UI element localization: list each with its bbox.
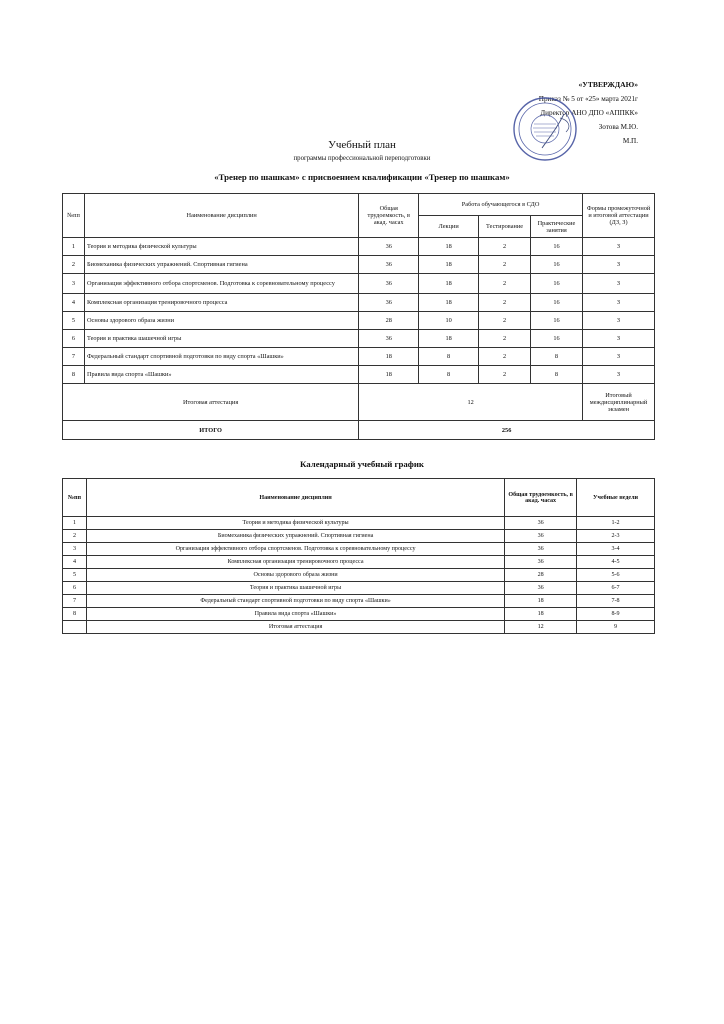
plan-total-label: ИТОГО xyxy=(63,421,359,440)
schedule-cell-total: 36 xyxy=(505,530,577,543)
plan-cell-total: 36 xyxy=(359,256,419,274)
schedule-cell-name: Комплексная организация тренировочного процесса xyxy=(86,556,504,569)
schedule-row xyxy=(63,608,655,621)
plan-header-testing: Тестирование xyxy=(479,216,531,238)
plan-cell-practice: 16 xyxy=(531,238,583,256)
plan-cell-lectures: 18 xyxy=(419,256,479,274)
plan-cell-lectures: 8 xyxy=(419,348,479,366)
plan-cell-name: Комплексная организация тренировочного процесса xyxy=(84,294,358,312)
plan-row xyxy=(63,274,655,294)
plan-cell-total: 36 xyxy=(359,274,419,294)
plan-cell-practice: 16 xyxy=(531,330,583,348)
schedule-table xyxy=(62,478,655,634)
plan-cell-practice: 16 xyxy=(531,294,583,312)
plan-cell-form: З xyxy=(582,256,654,274)
schedule-row xyxy=(63,595,655,608)
schedule-cell-num: 8 xyxy=(63,608,87,621)
schedule-cell-name: Теория и методика физической культуры xyxy=(86,517,504,530)
plan-cell-total: 28 xyxy=(359,312,419,330)
plan-header-total: Общая трудоемкость, в акад. часах xyxy=(359,194,419,238)
schedule-cell-name: Биомеханика физических упражнений. Спортивная гигиена xyxy=(86,530,504,543)
plan-cell-testing: 2 xyxy=(479,256,531,274)
plan-cell-practice: 16 xyxy=(531,256,583,274)
schedule-cell-weeks: 9 xyxy=(577,621,655,634)
plan-final-label: Итоговая аттестация xyxy=(63,384,359,421)
plan-row xyxy=(63,294,655,312)
plan-cell-lectures: 8 xyxy=(419,366,479,384)
plan-cell-lectures: 10 xyxy=(419,312,479,330)
plan-final-form: Итоговый междисциплинарный экзамен xyxy=(582,384,654,421)
plan-cell-practice: 16 xyxy=(531,274,583,294)
plan-cell-name: Теория и практика шашечной игры xyxy=(84,330,358,348)
plan-subtitle: программы профессиональной переподготовки xyxy=(293,155,431,162)
plan-cell-name: Биомеханика физических упражнений. Спортивная гигиена xyxy=(84,256,358,274)
schedule-cell-num: 1 xyxy=(63,517,87,530)
plan-total-row xyxy=(63,421,655,440)
plan-cell-testing: 2 xyxy=(479,274,531,294)
plan-cell-practice: 16 xyxy=(531,312,583,330)
schedule-row xyxy=(63,530,655,543)
plan-cell-total: 18 xyxy=(359,366,419,384)
schedule-cell-name: Итоговая аттестация xyxy=(86,621,504,634)
approval-title: «УТВЕРЖДАЮ» xyxy=(578,80,638,89)
plan-cell-form: З xyxy=(582,312,654,330)
schedule-cell-total: 36 xyxy=(505,556,577,569)
schedule-cell-total: 36 xyxy=(505,582,577,595)
plan-cell-testing: 2 xyxy=(479,312,531,330)
plan-cell-num: 4 xyxy=(63,294,85,312)
plan-cell-name: Основы здорового образа жизни xyxy=(84,312,358,330)
schedule-row xyxy=(63,582,655,595)
approval-signer: Зотова М.Ю. xyxy=(598,123,638,131)
plan-cell-form: З xyxy=(582,274,654,294)
schedule-cell-num: 5 xyxy=(63,569,87,582)
schedule-cell-name: Теория и практика шашечной игры xyxy=(86,582,504,595)
plan-cell-form: З xyxy=(582,366,654,384)
plan-title: Учебный план xyxy=(328,139,396,151)
plan-cell-form: З xyxy=(582,238,654,256)
plan-cell-num: 6 xyxy=(63,330,85,348)
schedule-cell-weeks: 3-4 xyxy=(577,543,655,556)
schedule-header-weeks: Учебные недели xyxy=(577,479,655,517)
plan-cell-testing: 2 xyxy=(479,294,531,312)
plan-cell-form: З xyxy=(582,330,654,348)
schedule-cell-weeks: 6-7 xyxy=(577,582,655,595)
plan-row xyxy=(63,312,655,330)
schedule-cell-total: 12 xyxy=(505,621,577,634)
curriculum-table xyxy=(62,193,655,440)
plan-row xyxy=(63,256,655,274)
plan-cell-form: З xyxy=(582,294,654,312)
plan-cell-lectures: 18 xyxy=(419,294,479,312)
plan-cell-num: 1 xyxy=(63,238,85,256)
plan-cell-name: Организация эффективного отбора спортсменов. Подготовка к соревновательному процессу xyxy=(84,274,358,294)
schedule-row xyxy=(63,621,655,634)
plan-header-practice: Практические занятия xyxy=(531,216,583,238)
schedule-cell-num: 6 xyxy=(63,582,87,595)
schedule-cell-weeks: 5-6 xyxy=(577,569,655,582)
schedule-cell-weeks: 7-8 xyxy=(577,595,655,608)
schedule-cell-num: 4 xyxy=(63,556,87,569)
approval-org: Директор АНО ДПО «АППКК» xyxy=(540,109,638,117)
plan-row xyxy=(63,238,655,256)
schedule-cell-total: 18 xyxy=(505,608,577,621)
schedule-cell-total: 36 xyxy=(505,517,577,530)
schedule-cell-name: Федеральный стандарт спортивной подготовки по виду спорта «Шашки» xyxy=(86,595,504,608)
schedule-cell-num xyxy=(63,621,87,634)
plan-header-name: Наименование дисциплин xyxy=(84,194,358,238)
plan-cell-practice: 8 xyxy=(531,366,583,384)
schedule-cell-name: Организация эффективного отбора спортсменов. Подготовка к соревновательному процессу xyxy=(86,543,504,556)
program-name: «Тренер по шашкам» с присвоением квалификации «Тренер по шашкам» xyxy=(214,172,510,182)
plan-cell-lectures: 18 xyxy=(419,330,479,348)
plan-cell-testing: 2 xyxy=(479,366,531,384)
plan-row xyxy=(63,366,655,384)
schedule-cell-name: Правила вида спорта «Шашки» xyxy=(86,608,504,621)
schedule-cell-num: 2 xyxy=(63,530,87,543)
plan-row xyxy=(63,348,655,366)
schedule-row xyxy=(63,556,655,569)
plan-total-hours: 256 xyxy=(359,421,655,440)
schedule-row xyxy=(63,569,655,582)
schedule-header-num: №пп xyxy=(63,479,87,517)
schedule-header-name: Наименование дисциплин xyxy=(86,479,504,517)
schedule-header-total: Общая трудоемкость, в акад. часах xyxy=(505,479,577,517)
plan-final-hours: 12 xyxy=(359,384,583,421)
schedule-cell-weeks: 1-2 xyxy=(577,517,655,530)
plan-cell-form: З xyxy=(582,348,654,366)
plan-cell-num: 8 xyxy=(63,366,85,384)
schedule-cell-total: 36 xyxy=(505,543,577,556)
schedule-cell-weeks: 8-9 xyxy=(577,608,655,621)
schedule-cell-num: 7 xyxy=(63,595,87,608)
plan-header-num: №пп xyxy=(63,194,85,238)
plan-cell-total: 36 xyxy=(359,238,419,256)
schedule-cell-weeks: 4-5 xyxy=(577,556,655,569)
plan-row xyxy=(63,330,655,348)
schedule-row xyxy=(63,543,655,556)
plan-cell-num: 7 xyxy=(63,348,85,366)
plan-cell-name: Правила вида спорта «Шашки» xyxy=(84,366,358,384)
plan-header-lectures: Лекции xyxy=(419,216,479,238)
plan-cell-name: Федеральный стандарт спортивной подготовки по виду спорта «Шашки» xyxy=(84,348,358,366)
plan-cell-num: 3 xyxy=(63,274,85,294)
plan-cell-total: 18 xyxy=(359,348,419,366)
schedule-cell-total: 18 xyxy=(505,595,577,608)
plan-cell-total: 36 xyxy=(359,294,419,312)
schedule-row xyxy=(63,517,655,530)
schedule-cell-name: Основы здорового образа жизни xyxy=(86,569,504,582)
plan-cell-testing: 2 xyxy=(479,330,531,348)
schedule-cell-total: 28 xyxy=(505,569,577,582)
schedule-cell-num: 3 xyxy=(63,543,87,556)
plan-cell-name: Теория и методика физической культуры xyxy=(84,238,358,256)
plan-cell-practice: 8 xyxy=(531,348,583,366)
plan-final-row xyxy=(63,384,655,421)
plan-cell-testing: 2 xyxy=(479,238,531,256)
schedule-title: Календарный учебный график xyxy=(300,459,424,469)
plan-cell-lectures: 18 xyxy=(419,274,479,294)
schedule-cell-weeks: 2-3 xyxy=(577,530,655,543)
plan-cell-num: 2 xyxy=(63,256,85,274)
approval-order: Приказ № 5 от «25» марта 2021г xyxy=(538,95,638,103)
stamp-seal-icon xyxy=(512,96,578,162)
plan-header-work: Работа обучающегося в СДО xyxy=(419,194,583,216)
plan-cell-lectures: 18 xyxy=(419,238,479,256)
plan-header-forms: Формы промежуточной и итоговой аттестации (ДЗ, З) xyxy=(582,194,654,238)
plan-cell-testing: 2 xyxy=(479,348,531,366)
plan-cell-num: 5 xyxy=(63,312,85,330)
plan-cell-total: 36 xyxy=(359,330,419,348)
approval-mp: М.П. xyxy=(622,137,638,145)
